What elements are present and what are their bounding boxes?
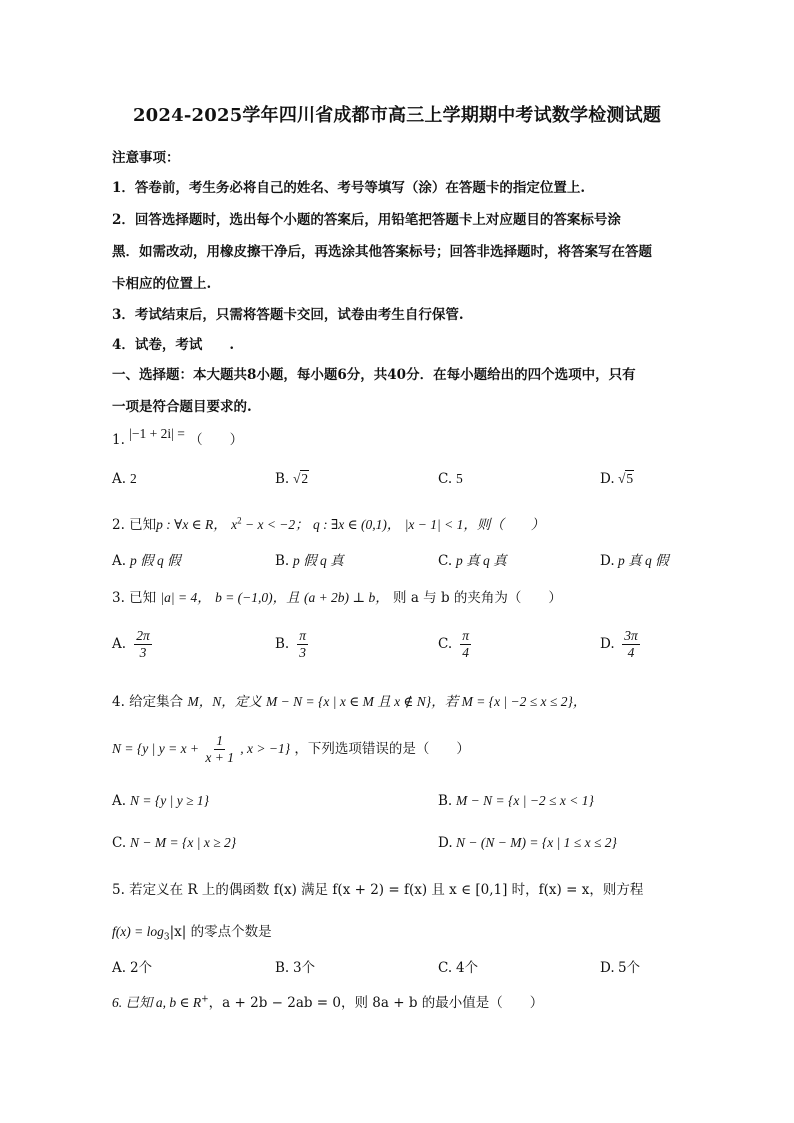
question-5-line-1: 5. 若定义在 R 上的偶函数 f(x) 满足 f(x + 2) = f(x) 且 x ∈ [0,1] 时，f(x) = x，则方程 [112,882,644,898]
question-1-paren: （ ） [189,432,244,448]
q2-option-d: D. p 真 q 假 [600,553,669,569]
notice-item-2-line-3: 卡相应的位置上. [112,276,212,292]
q3-option-d: D. $\frac{3\pi}{4}$ [600,628,638,660]
q1-option-a: A. 2 [112,471,137,487]
q1-option-c: C. 5 [438,471,463,487]
question-1-number: 1. [112,432,125,448]
notice-item-4: 4．试卷，考试 . [112,337,235,353]
question-4-line-2: N = {y | y = x + $\frac{1}{x + 1}$ , x > −1} ，下列选项错误的是（ ） [112,733,470,765]
section-1-heading-line-2: 一项是符合题目要求的. [112,399,252,415]
q3-option-b: B. $\frac{\pi}{3}$ [275,628,307,660]
q4-option-d: D. N − (N − M) = {x | 1 ≤ x ≤ 2} [438,835,617,851]
q2-option-b: B. p 假 q 真 [275,553,344,569]
q2-option-a: A. p 假 q 假 [112,553,181,569]
question-6: 6. 已知 a, b ∈ R+，a + 2b − 2ab = 0，则 8a + b 的最小值是（ ） [112,994,544,1011]
section-1-heading-line-1: 一、选择题：本大题共8小题，每小题6分，共40分．在每小题给出的四个选项中，只有 [112,367,636,383]
q4-option-b: B. M − N = {x | −2 ≤ x < 1} [438,793,594,809]
q5-option-d: D. 5个 [600,960,641,976]
q5-option-b: B. 3个 [275,960,316,976]
question-1 [112,428,243,448]
question-3: 3. 已知 |a| = 4， b = (−1,0)，且 (a + 2b) ⊥ b， 则 a 与 b 的夹角为（ ） [112,590,562,606]
notice-item-1: 1．答卷前，考生务必将自己的姓名、考号等填写（涂）在答题卡的指定位置上. [112,180,586,196]
question-2: 2. 已知p : ∀x ∈ R， $x^2 - x < -2$； q : ∃x ∈ (0,1)， |x − 1| < 1，则（ ） [112,515,545,533]
notice-item-3: 3．考试结束后，只需将答题卡交回，试卷由考生自行保管. [112,307,464,323]
q4-option-c: C. N − M = {x | x ≥ 2} [112,835,237,851]
notice-item-2-line-1: 2．回答选择题时，选出每个小题的答案后，用铅笔把答题卡上对应题目的答案标号涂 [112,212,621,228]
q1-option-b: B. √2 [275,471,309,487]
q4-option-a: A. N = {y | y ≥ 1} [112,793,210,809]
question-1-expression: |−1 + 2i| = [129,426,185,441]
question-4-line-1: 4. 给定集合 M，N，定义 M − N = {x | x ∈ M 且 x ∉ N}，若 M = {x | −2 ≤ x ≤ 2}， [112,694,587,710]
notice-heading: 注意事项： [112,150,180,166]
notice-item-2-line-2: 黑．如需改动，用橡皮擦干净后，再选涂其他答案标号；回答非选择题时，将答案写在答题 [112,244,652,260]
page-title: 2024-2025学年四川省成都市高三上学期期中考试数学检测试题 [132,105,662,126]
question-5-line-2: $f(x) = \log_3|x|$ 的零点个数是 [112,924,272,943]
q5-option-c: C. 4个 [438,960,479,976]
q3-option-a: A. $\frac{2\pi}{3}$ [112,628,150,660]
q2-option-c: C. p 真 q 真 [438,553,507,569]
q1-option-d: D. √5 [600,471,634,487]
q5-option-a: A. 2个 [112,960,153,976]
q3-option-c: C. $\frac{\pi}{4}$ [438,628,470,660]
